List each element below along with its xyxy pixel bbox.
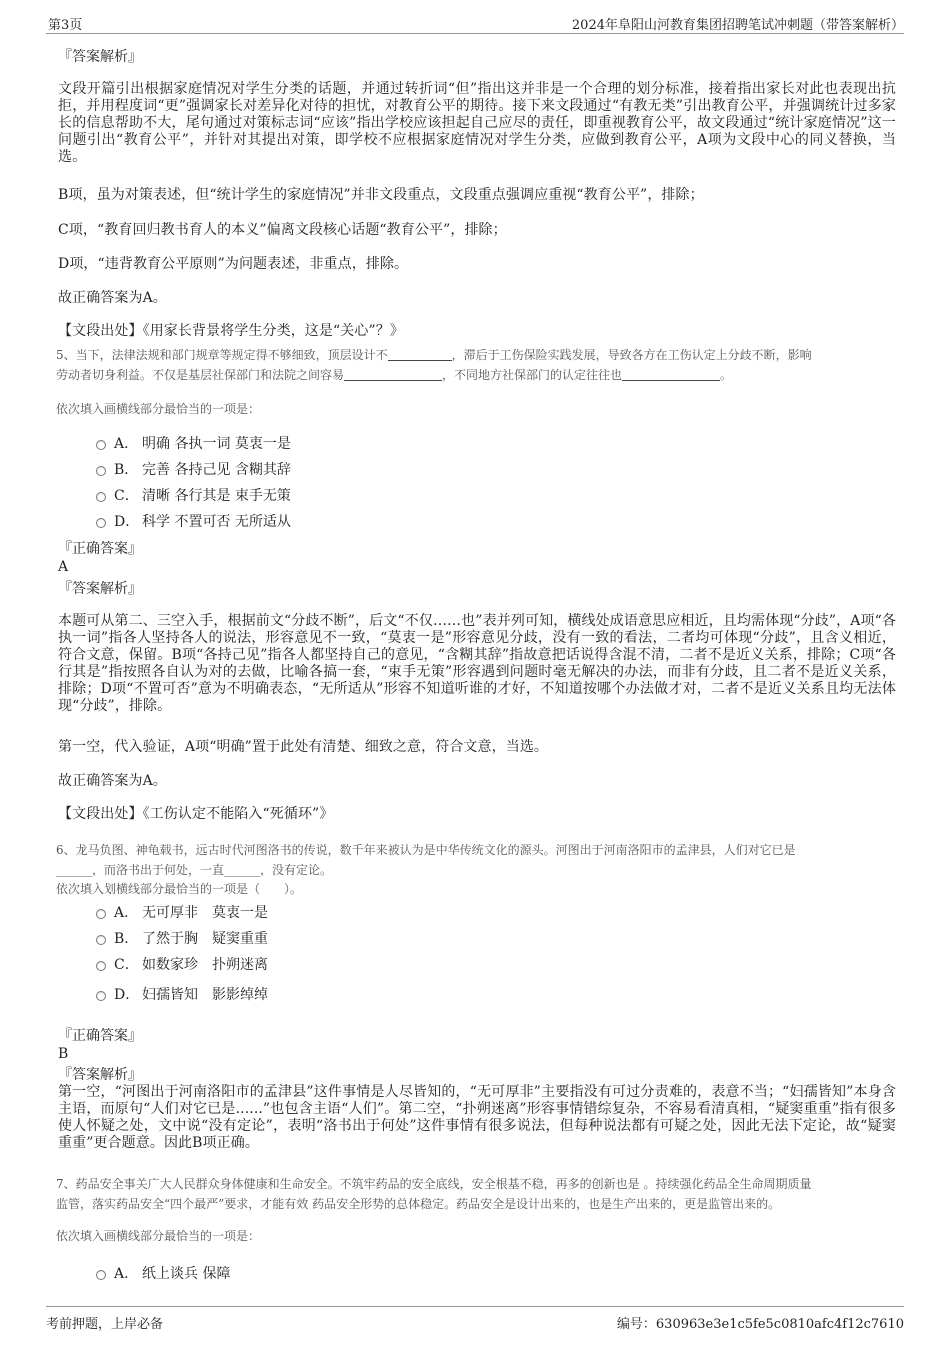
analysis-paragraph: 本题可从第二、三空入手，根据前文“分歧不断”，后文“不仅……也”表并列可知，横线处成语意思应相近，且均需体现“分歧”，A项“各执一词”指各人坚持各人的说法，形容意见不一致，“莫衷一是”形容意见分歧，没有一致的看法，二者均可体现“分歧”，且含义相近，符合文意，保留。B项“各持己见”指各人都坚持自己的意见，“含糊其辞”指故意把话说得含混不清，二者不是近义关系，排除；C项“各行其是”指按照各自认为对的去做，比喻各搞一套，“束手无策”形容遇到问题时毫无解决的办法，而非有分歧，且二者不是近义关系，排除；D项“不置可否”意为不明确表态，“无所适从”形容不知道听谁的才好，不知道按哪个办法做才对，二者不是近义关系且均无法体现“分歧”，排除。 [58,613,896,714]
radio-button[interactable] [96,440,106,450]
question-stem: 5、当下，法律法规和部门规章等规定得不够细致，顶层设计不 ，滞后于工伤保险实践发展，导致各方在工伤认定上分歧不断，影响 劳动者切身利益。不仅是基层社保部门和法院之间容易 ，不同地方社保部门的认定往往也 。 [56,348,812,382]
option-text: 清晰 各行其是 束手无策 [142,488,291,504]
question-stem: 6、龙马负图、神龟载书，远古时代河图洛书的传说，数千年来被认为是中华传统文化的源头。河图出于河南洛阳市的孟津县，人们对它已是 ______，而洛书出于何处，一直______，没有定论。 [56,843,796,877]
analysis-paragraph: 第一空，代入验证，A项“明确”置于此处有清楚、细致之意，符合文意，当选。 [58,739,549,755]
option-a[interactable]: A． 纸上谈兵 保障 [96,1263,230,1283]
option-text: 科学 不置可否 无所适从 [142,514,291,530]
answer-analysis-label: 『答案解析』 [58,581,142,597]
source-citation: 【文段出处】《用家长背景将学生分类，这是“关心”？》 [58,323,404,339]
option-a[interactable]: A． 明确 各执一词 莫衷一是 [96,433,291,453]
option-b[interactable]: B． 了然于胸 疑窦重重 [96,928,268,948]
source-citation: 【文段出处】《工伤认定不能陷入“死循环”》 [58,806,334,822]
option-text: 妇孺皆知 影影绰绰 [142,987,268,1003]
answer-conclusion: 故正确答案为A。 [58,773,167,789]
correct-answer: A [58,559,69,575]
option-a[interactable]: A． 无可厚非 莫衷一是 [96,902,268,922]
document-serial: 编号：630963e3e1c5fe5c0810afc4f12c7610 [616,1317,904,1332]
answer-conclusion: 故正确答案为A。 [58,290,167,306]
analysis-paragraph: D项，“违背教育公平原则”为问题表述，非重点，排除。 [58,256,409,272]
header-divider [46,33,904,34]
answer-analysis-label: 『答案解析』 [58,1067,142,1083]
correct-answer: B [58,1046,69,1062]
option-text: 无可厚非 莫衷一是 [142,905,268,921]
footer-divider [46,1306,904,1307]
radio-button[interactable] [96,961,106,971]
option-text: 如数家珍 扑朔迷离 [142,957,268,973]
analysis-paragraph: C项，“教育回归教书育人的本义”偏离文段核心话题“教育公平”，排除； [58,222,507,238]
correct-answer-label: 『正确答案』 [58,541,142,557]
page-number: 第3页 [48,18,83,33]
radio-button[interactable] [96,1270,106,1280]
radio-button[interactable] [96,935,106,945]
option-text: 了然于胸 疑窦重重 [142,931,268,947]
radio-button[interactable] [96,991,106,1001]
footer-slogan: 考前押题，上岸必备 [46,1317,164,1332]
analysis-paragraph: B项，虽为对策表述，但“统计学生的家庭情况”并非文段重点，文段重点强调应重视“教育公平”，排除； [58,187,704,203]
analysis-paragraph: 第一空，“河图出于河南洛阳市的孟津县”这件事情是人尽皆知的，“无可厚非”主要指没有可过分责难的，表意不当；“妇孺皆知”本身含主语，而原句“人们对它已是......”也包含主语“人们”。第二空，“扑朔迷离”形容事情错综复杂，不容易看清真相，“疑窦重重”指有很多使人怀疑之处，文中说“没有定论”，表明“洛书出于何处”这件事情有很多说法，但每种说法都有可疑之处，因此无法下定论，故“疑窦重重”更合题意。因此B项正确。 [58,1084,896,1151]
question-prompt: 依次填入画横线部分最恰当的一项是： [56,402,261,416]
radio-button[interactable] [96,909,106,919]
radio-button[interactable] [96,492,106,502]
question-prompt: 依次填入画横线部分最恰当的一项是： [56,1229,261,1243]
option-text: 明确 各执一词 莫衷一是 [142,436,291,452]
question-stem: 7、药品安全事关广大人民群众身体健康和生命安全。不筑牢药品的安全底线，安全根基不稳，再多的创新也是 。持续强化药品全生命周期质量 监管，落实药品安全“四个最严”要求，才能有效 药品安全形势的总体稳定。药品安全是设计出来的，也是生产出来的，更是监管出来的。 [56,1177,812,1211]
option-text: 完善 各持己见 含糊其辞 [142,462,291,478]
option-c[interactable]: C． 清晰 各行其是 束手无策 [96,485,291,505]
option-text: 纸上谈兵 保障 [142,1266,231,1282]
question-prompt: 依次填入划横线部分最恰当的一项是（ ）。 [56,882,303,896]
option-d[interactable]: D． 科学 不置可否 无所适从 [96,511,291,531]
analysis-paragraph: 文段开篇引出根据家庭情况对学生分类的话题，并通过转折词“但”指出这并非是一个合理的划分标准，接着指出家长对此也表现出抗拒，并用程度词“更”强调家长对差异化对待的担忧，对教育公平的期待。接下来文段通过“有教无类”引出教育公平，并强调统计过多家长的信息帮助不大，尾句通过对策标志词“应该”指出学校应该担起自己应尽的责任，即重视教育公平，故文段通过“统计家庭情况”这一问题引出“教育公平”，并针对其提出对策，即学校不应根据家庭情况对学生分类，应做到教育公平，A项为文段中心的同义替换，当选。 [58,81,896,165]
answer-analysis-label: 『答案解析』 [58,49,142,65]
correct-answer-label: 『正确答案』 [58,1028,142,1044]
option-b[interactable]: B． 完善 各持己见 含糊其辞 [96,459,291,479]
radio-button[interactable] [96,518,106,528]
radio-button[interactable] [96,466,106,476]
option-c[interactable]: C． 如数家珍 扑朔迷离 [96,954,268,974]
document-title: 2024年阜阳山河教育集团招聘笔试冲刺题（带答案解析） [571,18,904,33]
option-d[interactable]: D． 妇孺皆知 影影绰绰 [96,984,268,1004]
